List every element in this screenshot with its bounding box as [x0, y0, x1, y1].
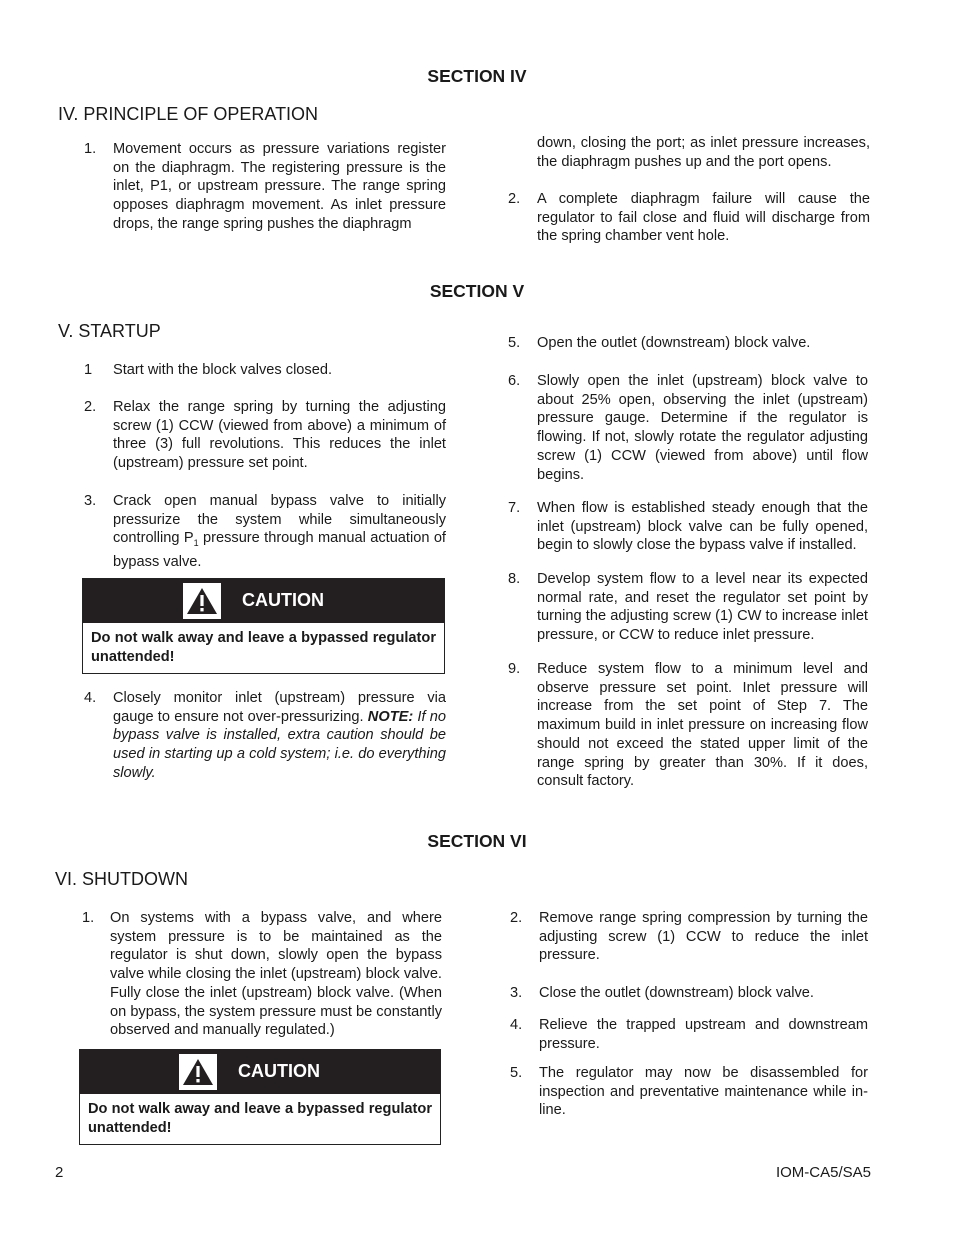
- list-item: [508, 570, 868, 648]
- item-text: A complete diaphragm failure will cause the regulator to fail close and fluid will discharge from the spring chamber vent hole.: [537, 191, 870, 245]
- item-number: 2.: [510, 910, 523, 926]
- item-number: 8.: [508, 571, 521, 587]
- item-text: Develop system flow to a level near its expected normal rate, and reset the regulator set point by turning the adjusting screw (1) CW to increase inlet pressure, or CCW to reduce inlet pressure.: [537, 571, 868, 644]
- item-text-part: pressure through manual actuation of bypass valve.: [113, 530, 446, 571]
- section-vi-title: SECTION VI: [427, 831, 527, 851]
- list-item: [510, 1016, 868, 1056]
- caution-label: CAUTION: [238, 1061, 320, 1081]
- list-item: [508, 334, 868, 354]
- list-item-continuation: [537, 134, 870, 174]
- list-item: [510, 984, 868, 1004]
- item-number: 1.: [82, 910, 95, 926]
- item-number: 1.: [84, 141, 97, 157]
- caution-text: Do not walk away and leave a bypassed regulator unattended!: [88, 1101, 432, 1136]
- subscript: 1: [193, 538, 199, 549]
- list-item: [84, 140, 446, 235]
- item-number: 4.: [84, 690, 97, 706]
- caution-header: [83, 579, 444, 623]
- item-text: Movement occurs as pressure variations register on the diaphragm. The registering pressure is the inlet, P1, or upstream pressure. The range spring opposes diaphragm movement. As inlet pressure drops, the range spring pushes the diaphragm: [113, 141, 446, 232]
- list-item: [508, 499, 868, 559]
- list-item: [510, 909, 868, 969]
- warning-icon: [183, 583, 221, 619]
- caution-header: [80, 1050, 440, 1094]
- item-text: The regulator may now be disassembled for inspection and preventative maintenance while in-line.: [539, 1065, 868, 1119]
- caution-box: [82, 578, 445, 674]
- note-text: If no bypass valve is installed, extra caution should be used in starting up a cold system; i.e. do everything slowly.: [113, 708, 447, 781]
- item-text: [113, 492, 446, 572]
- item-number: 6.: [508, 373, 521, 389]
- item-number: 3.: [84, 493, 97, 509]
- item-text: Open the outlet (downstream) block valve.: [537, 335, 811, 351]
- item-number: 4.: [510, 1017, 523, 1033]
- list-item: [84, 689, 446, 785]
- item-number: 5.: [510, 1065, 523, 1081]
- note-label: NOTE:: [367, 708, 414, 725]
- caution-label: CAUTION: [242, 590, 324, 610]
- list-item: [510, 1064, 868, 1124]
- list-item: [508, 190, 870, 250]
- item-text: Relax the range spring by turning the adjusting screw (1) CCW (viewed from above) a minimum of three (3) full revolutions. This reduces the inlet (upstream) pressure set point.: [113, 399, 446, 472]
- item-text: Slowly open the inlet (upstream) block valve to about 25% open, observing the inlet (upstream) pressure gauge. Determine if the regulator is flowing. If not, slowly rotate the regulator adjusting screw (1) CCW (viewed from above) until flow begins.: [537, 373, 868, 483]
- document-id: IOM-CA5/SA5: [775, 1164, 871, 1181]
- item-number: 1: [84, 362, 93, 378]
- list-item: [84, 398, 446, 476]
- list-item: [84, 492, 446, 570]
- section-iv-title: SECTION IV: [427, 66, 527, 86]
- item-number: 3.: [510, 985, 523, 1001]
- list-item: [508, 372, 868, 487]
- startup-heading: V. STARTUP: [58, 321, 161, 341]
- item-text: Reduce system flow to a minimum level and observe pressure set point. Inlet pressure will increase from the set point of Step 7. The maximum build in inlet pressure on increasing flow should not exceed the stated upper limit of the range spring by greater than 30%. If it does, consult factory.: [537, 661, 868, 790]
- warning-icon: [179, 1054, 217, 1090]
- item-number: 2.: [84, 399, 97, 415]
- list-item: [84, 361, 446, 381]
- item-number: 7.: [508, 500, 521, 516]
- caution-text: Do not walk away and leave a bypassed regulator unattended!: [91, 630, 436, 665]
- list-item: [82, 909, 442, 1043]
- item-text: Remove range spring compression by turning the adjusting screw (1) CCW to reduce the inlet pressure.: [539, 910, 868, 964]
- item-number: 2.: [508, 191, 521, 207]
- item-text: [113, 689, 446, 783]
- item-number: 5.: [508, 335, 521, 351]
- item-text-part: Closely monitor inlet (upstream) pressure via gauge to ensure not over-pressurizing.: [113, 690, 446, 725]
- section-v-title: SECTION V: [429, 281, 525, 301]
- item-text: down, closing the port; as inlet pressure increases, the diaphragm pushes up and the port opens.: [537, 135, 870, 170]
- item-number: 9.: [508, 661, 521, 677]
- list-item: [508, 660, 868, 794]
- shutdown-heading: VI. SHUTDOWN: [55, 869, 188, 889]
- principle-of-operation-heading: IV. PRINCIPLE OF OPERATION: [58, 104, 319, 124]
- item-text: On systems with a bypass valve, and where system pressure is to be maintained as the regulator is shut down, slowly open the bypass valve while closing the inlet (upstream) block valve. Fully close the inlet (upstream) block valve. (When on bypass, the system pressure must be constantly observed and manually regulated.): [110, 910, 442, 1039]
- page-number: 2: [55, 1164, 64, 1181]
- item-text: Close the outlet (downstream) block valve.: [539, 985, 814, 1001]
- item-text-part: Crack open manual bypass valve to initially pressurize the system while simultaneously controlling P: [113, 493, 446, 547]
- caution-box: [79, 1049, 441, 1145]
- item-text: When flow is established steady enough that the inlet (upstream) block valve can be fully opened, begin to slowly close the bypass valve if installed.: [537, 500, 868, 554]
- item-text: Start with the block valves closed.: [113, 362, 333, 378]
- item-text: Relieve the trapped upstream and downstream pressure.: [539, 1017, 868, 1052]
